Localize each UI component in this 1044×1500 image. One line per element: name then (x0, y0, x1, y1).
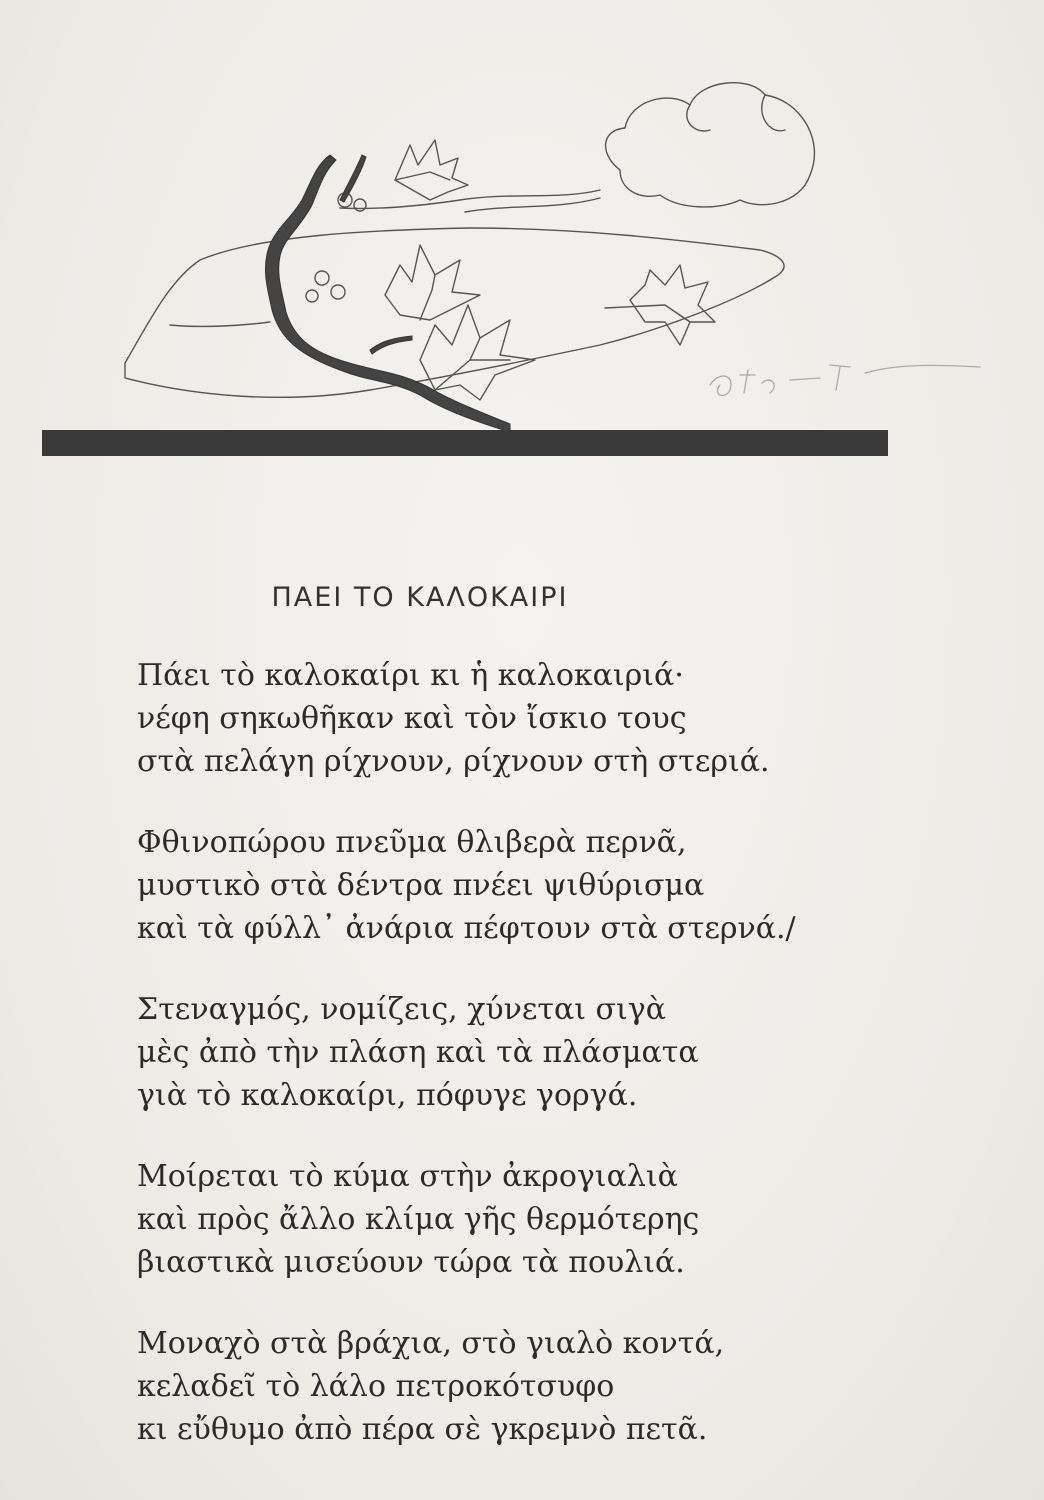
poem-line: Φθινοπώρου πνεῦμα θλιβερὰ περνᾶ, (137, 825, 687, 860)
poem-line: γιὰ τὸ καλοκαίρι, πόφυγε γοργά. (137, 1078, 638, 1113)
poem-line: Πάει τὸ καλοκαίρι κι ἡ καλοκαιριά· (137, 658, 684, 693)
poem-title: ΠΑΕΙ ΤΟ ΚΑΛΟΚΑΙΡΙ (271, 582, 569, 613)
poem-line: μυστικὸ στὰ δέντρα πνέει ψιθύρισμα (137, 868, 705, 903)
poem-line: μὲς ἀπὸ τὴν πλάση καὶ τὰ πλάσματα (137, 1035, 699, 1070)
stanza-5 (137, 1322, 857, 1451)
stanza-2 (137, 821, 857, 950)
poem-line: Στεναγμός, νομίζεις, χύνεται σιγὰ (137, 992, 666, 1027)
poem-line: Μοίρεται τὸ κύμα στὴν ἀκρογιαλιὰ (137, 1159, 678, 1194)
pencil-annotation (700, 345, 1000, 415)
poem-line: νέφη σηκωθῆκαν καὶ τὸν ἴσκιο τους (137, 701, 687, 736)
poem-line: κι εὔθυμο ἀπὸ πέρα σὲ γκρεμνὸ πετᾶ. (137, 1412, 708, 1447)
poem-line: στὰ πελάγη ρίχνουν, ρίχνουν στὴ στεριά. (137, 744, 770, 779)
poem-line: καὶ τὰ φύλλ᾽ ἀνάρια πέφτουν στὰ στερνά./ (137, 911, 796, 946)
poem-line: κελαδεῖ τὸ λάλο πετροκότσυφο (137, 1369, 615, 1404)
poem-body (137, 654, 857, 1489)
stanza-1 (137, 654, 857, 783)
stanza-4 (137, 1155, 857, 1284)
stanza-3 (137, 988, 857, 1117)
poem-line: Μοναχὸ στὰ βράχια, στὸ γιαλὸ κοντά, (137, 1326, 725, 1361)
poem-line: καὶ πρὸς ἄλλο κλίμα γῆς θερμότερης (137, 1202, 700, 1237)
poem-line: βιαστικὰ μισεύουν τώρα τὰ πουλιά. (137, 1245, 685, 1280)
